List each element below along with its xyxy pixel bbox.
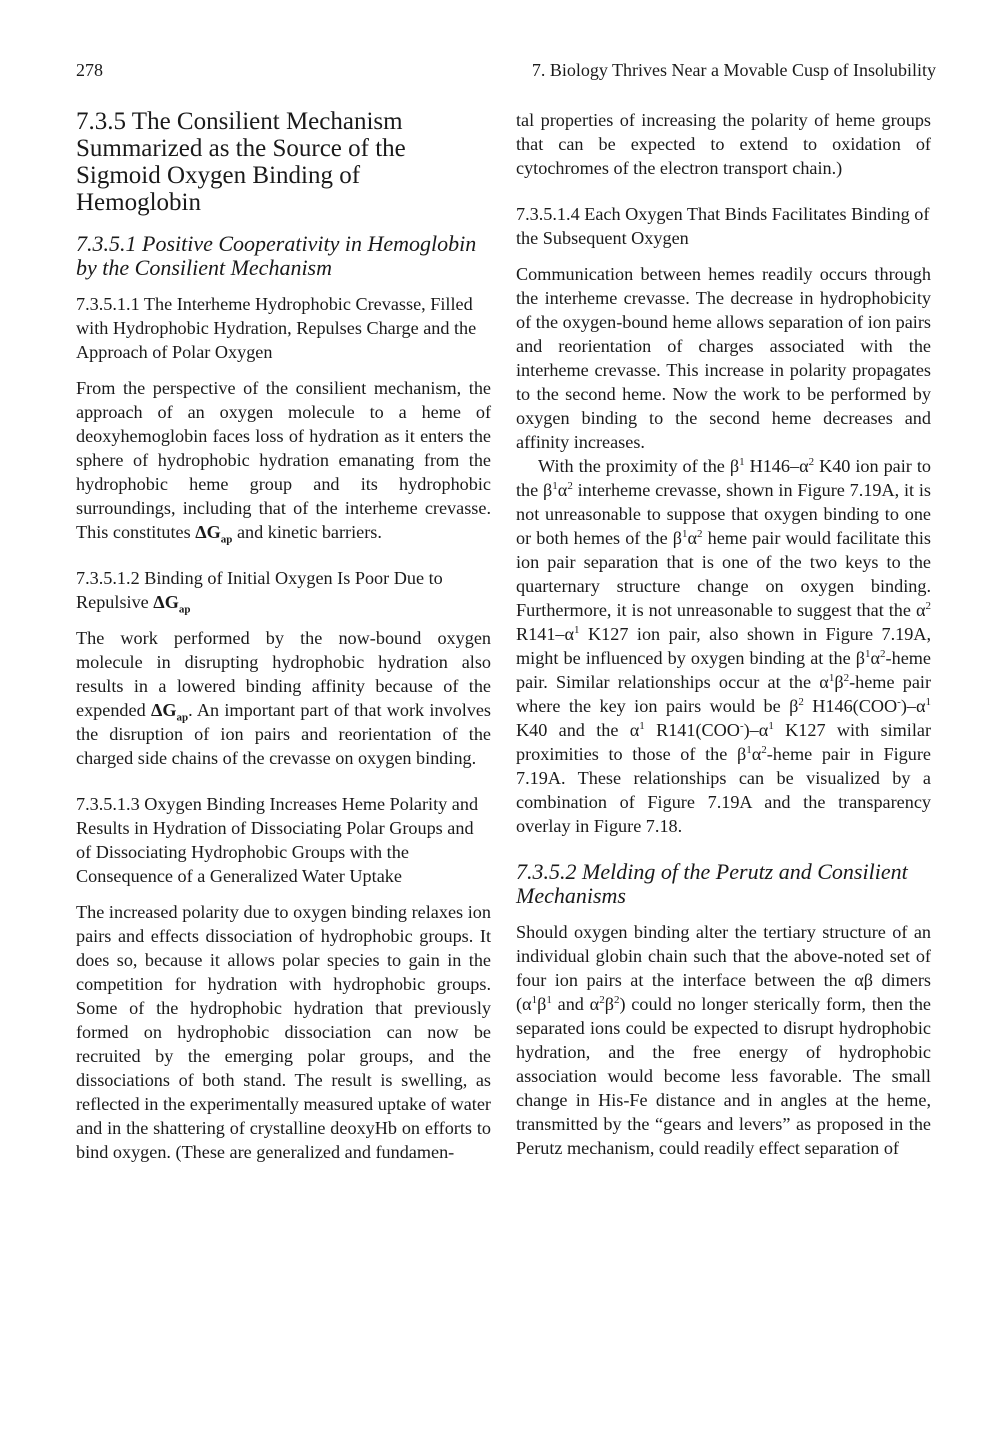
- left-column: [76, 108, 491, 1164]
- subsection-title-2: 7.3.5.2 Melding of the Perutz and Consilient Mechanisms: [516, 859, 908, 908]
- paragraph-2: The work performed by the now-bound oxygen molecule in disrupting hydrophobic hydration also results in a lowered binding affinity because of the expended $\Delta G_{ap}$. An important part of that work involves the disruption of ion pairs and reorientation of the charged side chains of the crevasse on oxygen binding.: [76, 628, 492, 768]
- right-column: [516, 108, 931, 1160]
- subsection-title: 7.3.5.1 Positive Cooperativity in Hemoglobin by the Consilient Mechanism: [76, 231, 477, 280]
- paragraph-continued: tal properties of increasing the polarity of heme groups that can be expected to extend to oxidation of cytochromes of the electron transport chain.): [516, 110, 931, 178]
- paragraph-4: Communication between hemes readily occurs through the interheme crevasse. The decrease in hydrophobicity of the oxygen-bound heme allows separation of ion pairs and reorientation of charges associated with the interheme crevasse. This increase in polarity propagates to the second heme. Now the work to be performed by oxygen binding to the second heme decreases and affinity increases.: [516, 264, 931, 452]
- heading-7-3-5-1-3: 7.3.5.1.3 Oxygen Binding Increases Heme Polarity and Results in Hydration of Dissociating Polar Groups and of Dissociating Hydrophobic Groups with the Consequence of a Generalized Water Uptake: [76, 794, 479, 886]
- heading-7-3-5-1-2: 7.3.5.1.2 Binding of Initial Oxygen Is Poor Due to Repulsive $\Delta G_{ap}$: [76, 568, 443, 616]
- heading-7-3-5-1-1: 7.3.5.1.1 The Interheme Hydrophobic Crevasse, Filled with Hydrophobic Hydration, Repulses Charge and the Approach of Polar Oxygen: [76, 294, 477, 362]
- paragraph-3: The increased polarity due to oxygen binding relaxes ion pairs and effects dissociation of hydrophobic groups. It does so, because it allows polar species to gain in the competition for hydration with hydrophobic groups. Some of the hydrophobic hydration that previously formed on hydrophobic dissociation can now be recruited by the emerging polar groups, and the dissociations of both stand. The result is swelling, as reflected in the experimentally measured uptake of water and in the shattering of crystalline deoxyHb on efforts to bind oxygen. (These are generalized and fundamen-: [76, 902, 491, 1162]
- heading-7-3-5-1-4: 7.3.5.1.4 Each Oxygen That Binds Facilitates Binding of the Subsequent Oxygen: [516, 204, 930, 248]
- paragraph-5: With the proximity of the $\beta^1$ $H146-\alpha^2$ K40 ion pair to the $\beta^1\alpha^2$ interheme crevasse, shown in Figure 7.19A, it is not unreasonable to suppose that oxygen binding to one or both hemes of the $\beta^1\alpha^2$ heme pair would facilitate this ion pair separation that is one of the two keys to the quarternary structure change on oxygen binding. Furthermore, it is not unreasonable to suggest that the $\alpha^2$ $R141-\alpha^1$ K127 ion pair, also shown in Figure 7.19A, might be influenced by oxygen binding at the $\beta^1\alpha^2$-heme pair. Similar relationships occur at the $\alpha^1\beta^2$-heme pair where the key ion pairs would be $\beta^2$ $H146(COO^-)-\alpha^1$ K40 and the $\alpha^1$ $R141(COO^-)-\alpha^1$ K127 with similar proximities to those of the $\beta^1\alpha^2$-heme pair in Figure 7.19A. These relationships can be visualized by a combination of Figure 7.19A and the transparency overlay in Figure 7.18.: [516, 455, 932, 836]
- running-head: 7. Biology Thrives Near a Movable Cusp of Insolubility: [531, 60, 936, 80]
- page-number: 278: [76, 60, 103, 80]
- paragraph-1: From the perspective of the consilient mechanism, the approach of an oxygen molecule to a heme of deoxyhemoglobin faces loss of hydration as it enters the sphere of hydrophobic hydration emanating from the hydrophobic heme group and its hydrophobic surroundings, including that of the interheme crevasse. This constitutes $\Delta G_{ap}$ and kinetic barriers.: [76, 378, 491, 546]
- paragraph-6: Should oxygen binding alter the tertiary structure of an individual globin chain such that the above-noted set of four ion pairs at the interface between the αβ dimers ($\alpha^1\beta^1$ and $\alpha^2\beta^2$) could no longer sterically form, then the separated ions could be expected to disrupt hydrophobic hydration, and the free energy of hydrophobic association would become less favorable. The small change in His-Fe distance and in angles at the heme, transmitted by the “gears and levers” as proposed in the Perutz mechanism, could readily effect separation of: [516, 922, 931, 1158]
- section-title: 7.3.5 The Consilient Mechanism Summarized as the Source of the Sigmoid Oxygen Binding of Hemoglobin: [76, 108, 406, 216]
